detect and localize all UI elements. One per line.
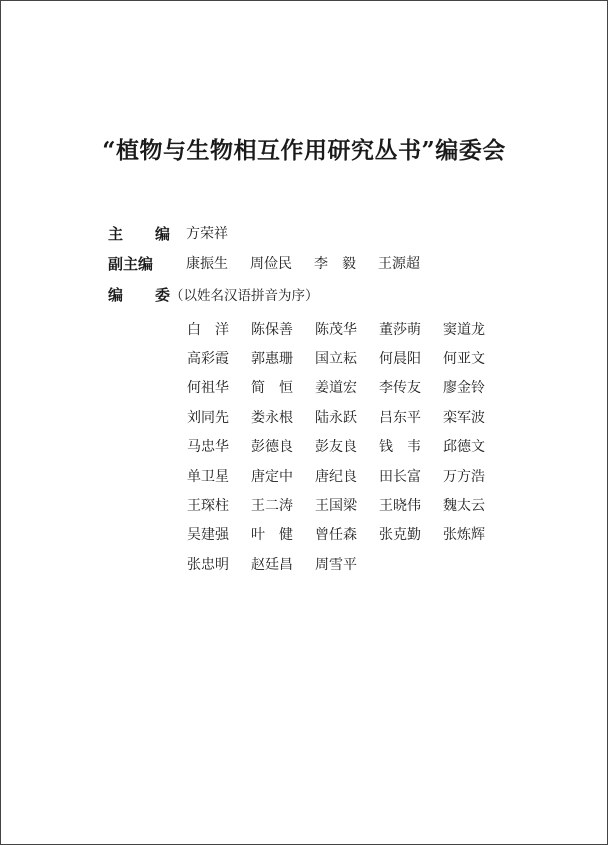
chief-editor-label-a: 主 [108,224,124,243]
committee-member-name: 王二涛 [251,498,293,515]
committee-order-note: （以姓名汉语拼音为序） [170,288,319,304]
chief-editor-name: 方荣祥 [186,226,228,242]
committee-member-name: 董莎萌 [379,321,421,338]
committee-member-name: 郭惠珊 [251,351,293,368]
committee-member-row [187,432,517,461]
committee-member-name: 彭德良 [251,439,293,456]
committee-member-row [187,549,517,578]
committee-member-name: 马忠华 [187,439,229,456]
deputy-editor-name: 康振生 [186,256,228,272]
committee-member-row [187,373,517,402]
committee-member-name: 万方浩 [443,468,485,485]
committee-member-name: 刘同先 [187,409,229,426]
chief-editor-label-b: 编 [154,224,170,243]
committee-member-row [187,402,517,431]
committee-member-row [187,520,517,549]
committee-member-name: 窦道龙 [443,321,485,338]
deputy-editors-row [108,252,442,274]
committee-member-name: 何祖华 [187,380,229,397]
committee-member-name: 吴建强 [187,527,229,544]
committee-member-row [187,343,517,372]
committee-member-name: 魏太云 [443,498,485,515]
committee-member-name: 曾任森 [315,527,357,544]
committee-member-name: 田长富 [379,468,421,485]
page-title: “植物与生物相互作用研究丛书”编委会 [102,137,506,164]
committee-label-a: 编 [108,285,124,304]
committee-row [108,283,319,305]
committee-member-name: 彭友良 [315,439,357,456]
deputy-editor-name: 李 毅 [314,256,356,272]
committee-member-name: 姜道宏 [315,380,357,397]
committee-member-name: 陈茂华 [315,321,357,338]
committee-member-name: 李传友 [379,380,421,397]
committee-member-row [187,314,517,343]
committee-member-name: 叶 健 [251,527,293,544]
deputy-editors-names [186,253,442,273]
committee-member-name: 陈保善 [251,321,293,338]
committee-member-name: 国立耘 [315,351,357,368]
committee-member-name: 王国梁 [315,498,357,515]
committee-member-name: 王琛柱 [187,498,229,515]
committee-member-name: 何晨阳 [379,351,421,368]
committee-member-name: 张炼辉 [443,527,485,544]
committee-member-name: 唐纪良 [315,468,357,485]
committee-member-name: 廖金铃 [443,380,485,397]
committee-member-name: 周雪平 [315,556,357,573]
chief-editor-row [108,222,228,244]
committee-member-name: 简 恒 [251,380,293,397]
committee-member-row [187,461,517,490]
committee-member-name: 吕东平 [379,409,421,426]
committee-member-row [187,490,517,519]
committee-member-name: 张克勤 [379,527,421,544]
deputy-editors-label: 副主编 [108,254,154,273]
committee-member-name: 钱 韦 [379,439,421,456]
chief-editor-label [108,223,186,244]
committee-label-b: 委 [154,285,170,304]
committee-member-list [187,314,517,579]
committee-member-name: 栾军波 [443,409,485,426]
committee-member-name: 邱德文 [443,439,485,456]
committee-member-name: 高彩霞 [187,351,229,368]
committee-member-name: 王晓伟 [379,498,421,515]
deputy-editor-name: 王源超 [378,256,420,272]
committee-member-name: 娄永根 [251,409,293,426]
deputy-editor-name: 周俭民 [250,256,292,272]
committee-member-name: 单卫星 [187,468,229,485]
committee-member-name: 白 洋 [187,321,229,338]
committee-member-name: 陆永跃 [315,409,357,426]
committee-member-name: 张忠明 [187,556,229,573]
committee-member-name: 赵廷昌 [251,556,293,573]
committee-member-name: 何亚文 [443,351,485,368]
committee-member-name: 唐定中 [251,468,293,485]
